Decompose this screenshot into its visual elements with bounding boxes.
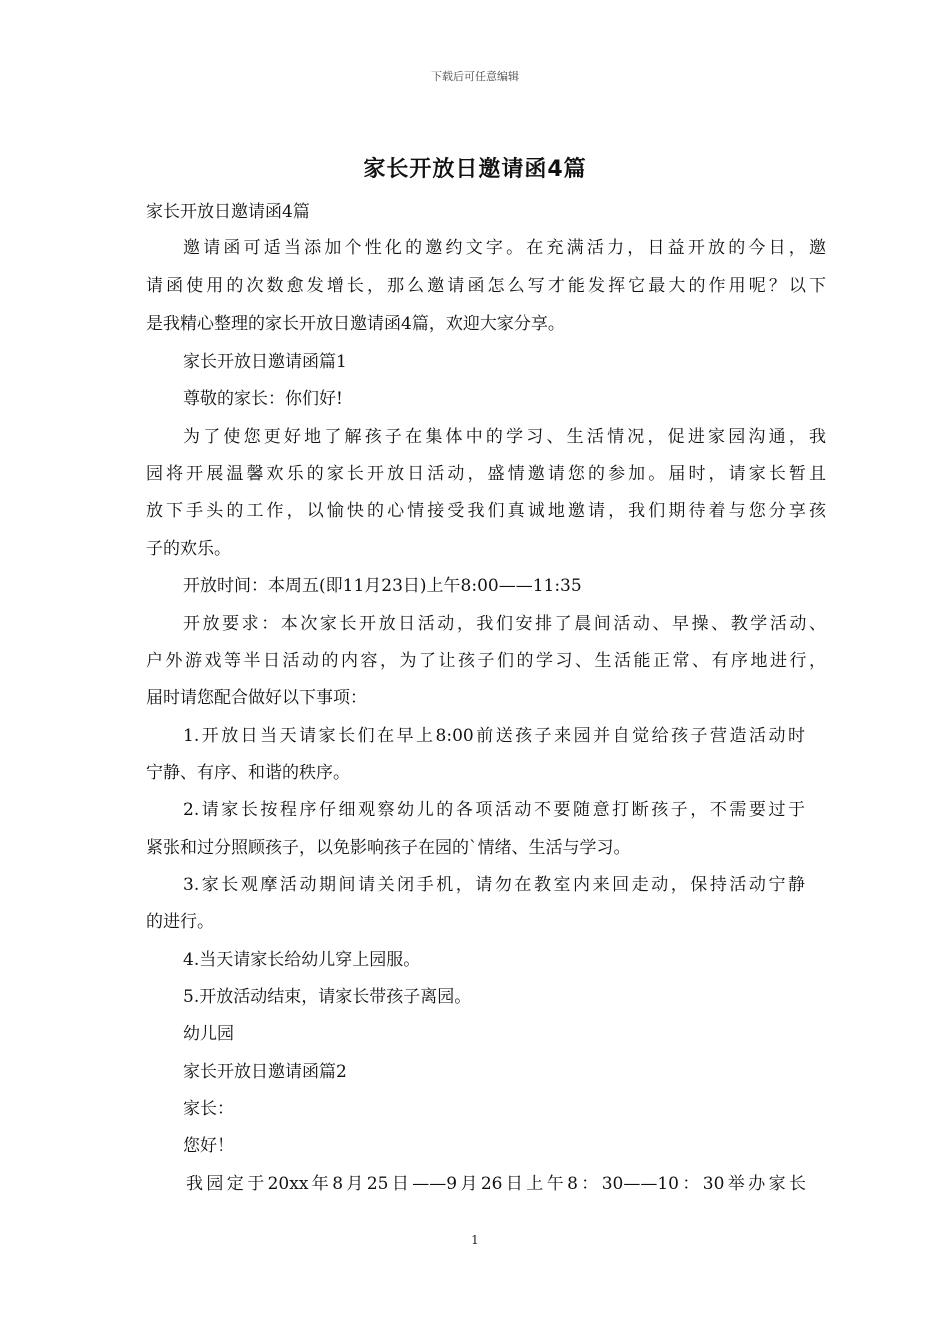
greeting-line: 家长： — [183, 1099, 234, 1119]
subtitle-line: 家长开放日邀请函4篇 — [146, 202, 310, 222]
list-item-line: 1.开放日当天请家长们在早上8:00前送孩子来园并自觉给孩子营造活动时 — [183, 726, 805, 746]
paragraph-line: 是我精心整理的家长开放日邀请函4篇，欢迎大家分享。 — [146, 314, 565, 334]
list-item-line: 紧张和过分照顾孩子，以免影响孩子在园的`情绪、生活与学习。 — [146, 838, 631, 858]
list-item-line: 2.请家长按程序仔细观察幼儿的各项活动不要随意打断孩子，不需要过于 — [183, 800, 805, 820]
list-item-line: 宁静、有序、和谐的秩序。 — [146, 763, 350, 783]
header-note: 下载后可任意编辑 — [431, 70, 519, 83]
greeting-line: 您好！ — [183, 1136, 234, 1156]
paragraph-line: 我园定于20xx年8月25日——9月26日上午8：30——10：30举办家长 — [186, 1174, 806, 1194]
list-item-line: 4.当天请家长给幼儿穿上园服。 — [183, 950, 421, 970]
paragraph-line: 放下手头的工作，以愉快的心情接受我们真诚地邀请，我们期待着与您分享孩 — [146, 501, 826, 521]
list-item-line: 5.开放活动结束，请家长带孩子离园。 — [183, 987, 472, 1007]
list-item-line: 3.家长观摩活动期间请关闭手机，请勿在教室内来回走动，保持活动宁静 — [183, 875, 805, 895]
section-heading: 家长开放日邀请函篇1 — [183, 352, 347, 372]
open-time-line: 开放时间：本周五(即11月23日)上午8:00——11:35 — [183, 576, 582, 596]
paragraph-line: 为了使您更好地了解孩子在集体中的学习、生活情况，促进家园沟通，我 — [183, 427, 826, 447]
greeting-line: 尊敬的家长：你们好! — [183, 389, 343, 409]
document-title: 家长开放日邀请函4篇 — [363, 157, 587, 182]
paragraph-line: 邀请函可适当添加个性化的邀约文字。在充满活力，日益开放的今日，邀 — [183, 238, 826, 258]
paragraph-line: 户外游戏等半日活动的内容，为了让孩子们的学习、生活能正常、有序地进行， — [146, 651, 826, 671]
paragraph-line: 园将开展温馨欢乐的家长开放日活动，盛情邀请您的参加。届时，请家长暂且 — [146, 464, 826, 484]
paragraph-line: 请函使用的次数愈发增长，那么邀请函怎么写才能发挥它最大的作用呢？以下 — [146, 276, 826, 296]
section-heading: 家长开放日邀请函篇2 — [183, 1062, 347, 1082]
signature-line: 幼儿园 — [183, 1024, 234, 1044]
paragraph-line: 届时请您配合做好以下事项： — [146, 688, 367, 708]
paragraph-line: 开放要求：本次家长开放日活动，我们安排了晨间活动、早操、教学活动、 — [183, 614, 826, 634]
list-item-line: 的进行。 — [146, 912, 214, 932]
page-number: 1 — [471, 1233, 479, 1247]
paragraph-line: 子的欢乐。 — [146, 539, 231, 559]
